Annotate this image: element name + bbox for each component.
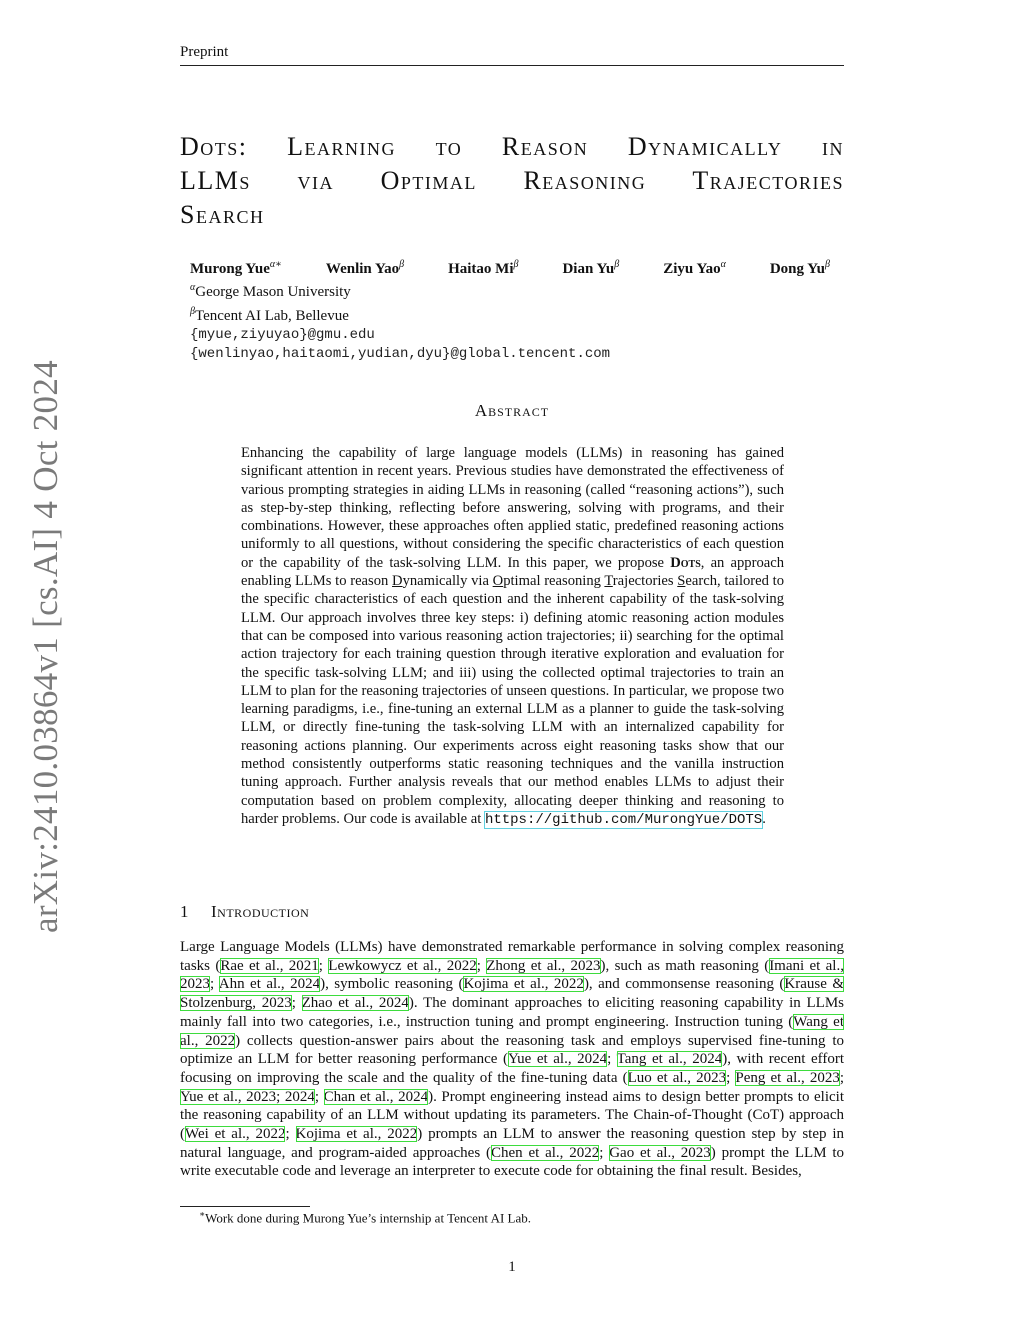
abstract-heading: Abstract (474, 401, 550, 420)
citation-link[interactable]: Zhao et al., 2024 (301, 995, 409, 1012)
citation-link[interactable]: Yue et al., 2023; 2024 (180, 1088, 315, 1105)
section-number: 1 (180, 902, 189, 921)
citation-link[interactable]: Luo et al., 2023 (627, 1069, 727, 1086)
title-line-3: Search (180, 200, 265, 229)
citation-link[interactable]: Chan et al., 2024 (323, 1088, 429, 1105)
arxiv-identifier-stamp[interactable]: arXiv:2410.03864v1 [cs.AI] 4 Oct 2024 (26, 360, 65, 933)
method-name: Dots (670, 554, 701, 571)
author: Wenlin Yao$^\beta$ (325, 259, 405, 277)
footnote-rule (180, 1206, 310, 1207)
affiliation-alpha: $^\alpha$George Mason University (190, 282, 351, 300)
abstract-text: Enhancing the capability of large language models (LLMs) in reasoning has gained significant attention in recent years. Previous studies have demonstrated the effectiveness of various prompting strategies in aiding LLMs in reasoning (called “reasoning actions”), such as step-by-step thinking, reflecting before answering, solving with programs, and their combinations. However, these approaches often applied static, predefined reasoning actions uniformly to all questions, without considering the specific characteristics of each question or the capability of the task-solving LLM. In this paper, we propose Dots, an approach enabling LLMs to reason Dynamically via Optimal reasoning Trajectories Search, tailored to the specific characteristics of each question and the inherent capability of the task-solving LLM. Our approach involves three key steps: i) defining atomic reasoning action modules that can be composed into various reasoning action trajectories; ii) searching for the optimal action trajectory for each training question through iterative exploration and evaluation for the specific task-solving LLM; and iii) using the collected optimal trajectories to train an LLM to plan for the reasoning trajectories of unseen questions. In particular, we propose two learning paradigms, i.e., fine-tuning an external LLM as a planner to guide the task-solving LLM, or directly fine-tuning the task-solving LLM with an internalized capability for reasoning actions planning. Our experiments across eight reasoning tasks show that our method consistently outperforms static reasoning techniques and the vanilla instruction tuning approach. Further analysis reveals that our method enables LLMs to adjust their computation based on problem complexity, allocating deeper thinking and reasoning to harder problems. Our code is available at https://github.com/MurongYue/DOTS. (241, 445, 784, 828)
author: Haitao $Mi^\beta$ (448, 259, 519, 277)
email-tencent: {wenlinyao,haitaomi,yudian,dyu}@global.tencent.com (190, 346, 611, 362)
section-heading (180, 902, 309, 922)
author: Murong Yue$^{\alpha∗}$ (190, 259, 282, 277)
citation-link[interactable]: Yue et al., 2024 (507, 1051, 608, 1068)
running-header: Preprint (180, 44, 229, 60)
affiliation-beta: $^\beta$Tencent AI Lab, Bellevue (190, 306, 349, 324)
citation-link[interactable]: Rae et al., 2021 (220, 957, 319, 974)
citation-link[interactable]: Zhong et al., 2023 (486, 957, 601, 974)
author: Dian $Yu^\beta$ (562, 259, 620, 277)
author: Dong $Yu^\beta$ (769, 259, 830, 277)
section-title: Introduction (211, 902, 310, 921)
title-line-2: LLMs via Optimal Reasoning Trajectories (180, 166, 844, 195)
title-line-1: Dots: Learning to Reason Dynamically in (180, 132, 844, 161)
citation-link[interactable]: Ahn et al., 2024 (218, 976, 321, 993)
code-repository-link[interactable]: https://github.com/MurongYue/DOTS (484, 811, 763, 828)
citation-link[interactable]: Tang et al., 2024 (616, 1051, 723, 1068)
footnote: ∗Work done during Murong Yue’s internship at Tencent AI Lab. (199, 1209, 531, 1226)
citation-link[interactable]: Kojima et al., 2022 (295, 1126, 418, 1143)
citation-link[interactable]: Lewkowycz et al., 2022 (328, 957, 477, 974)
email-gmu: {myue,ziyuyao}@gmu.edu (190, 327, 375, 343)
header-rule (180, 65, 844, 66)
citation-link[interactable]: Chen et al., 2022 (490, 1144, 600, 1161)
introduction-paragraph: Large Language Models (LLMs) have demonstrated remarkable performance in solving complex reasoning tasks (Rae et al., 2021; Lewkowycz et al., 2022; Zhong et al., 2023), such as math reasoning (Imani et al., 2023; Ahn et al., 2024), symbolic reasoning (Kojima et al., 2022), and commonsense reasoning (Krause & Stolzenburg, 2023; Zhao et al., 2024). The dominant approaches to eliciting reasoning capability in LLMs mainly fall into two categories, i.e., instruction tuning and prompt engineering. Instruction tuning (Wang et al., 2022) collects question-answer pairs about the reasoning task and employs supervised fine-tuning to optimize an LLM for better reasoning performance (Yue et al., 2024; Tang et al., 2024), with recent effort focusing on improving the scale and the quality of the fine-tuning data (Luo et al., 2023; Peng et al., 2023; Yue et al., 2023; 2024; Chan et al., 2024). Prompt engineering instead aims to design better prompts to elicit the reasoning capability of an LLM without updating its parameters. The Chain-of-Thought (CoT) approach (Wei et al., 2022; Kojima et al., 2022) prompts an LLM to answer the reasoning question step by step in natural language, and program-aided approaches (Chen et al., 2022; Gao et al., 2023) prompt the LLM to write executable code and leverage an interpreter to execute code for obtaining the final result. Besides, (180, 939, 845, 1180)
citation-link[interactable]: Peng et al., 2023 (735, 1069, 840, 1086)
citation-link[interactable]: Wei et al., 2022 (185, 1126, 286, 1143)
citation-link[interactable]: Wang et al., 2022 (180, 1013, 844, 1049)
citation-link[interactable]: Gao et al., 2023 (609, 1144, 711, 1161)
paper-title (180, 130, 844, 232)
citation-link[interactable]: Imani et al., 2023 (180, 957, 844, 993)
author-list (190, 259, 830, 278)
page-number: 1 (508, 1259, 516, 1275)
citation-link[interactable]: Kojima et al., 2022 (463, 976, 584, 993)
author: Ziyu Yao$^\alpha$ (663, 259, 726, 277)
author-block (190, 259, 830, 364)
citation-link[interactable]: Krause & Stolzenburg, 2023 (180, 976, 844, 1012)
